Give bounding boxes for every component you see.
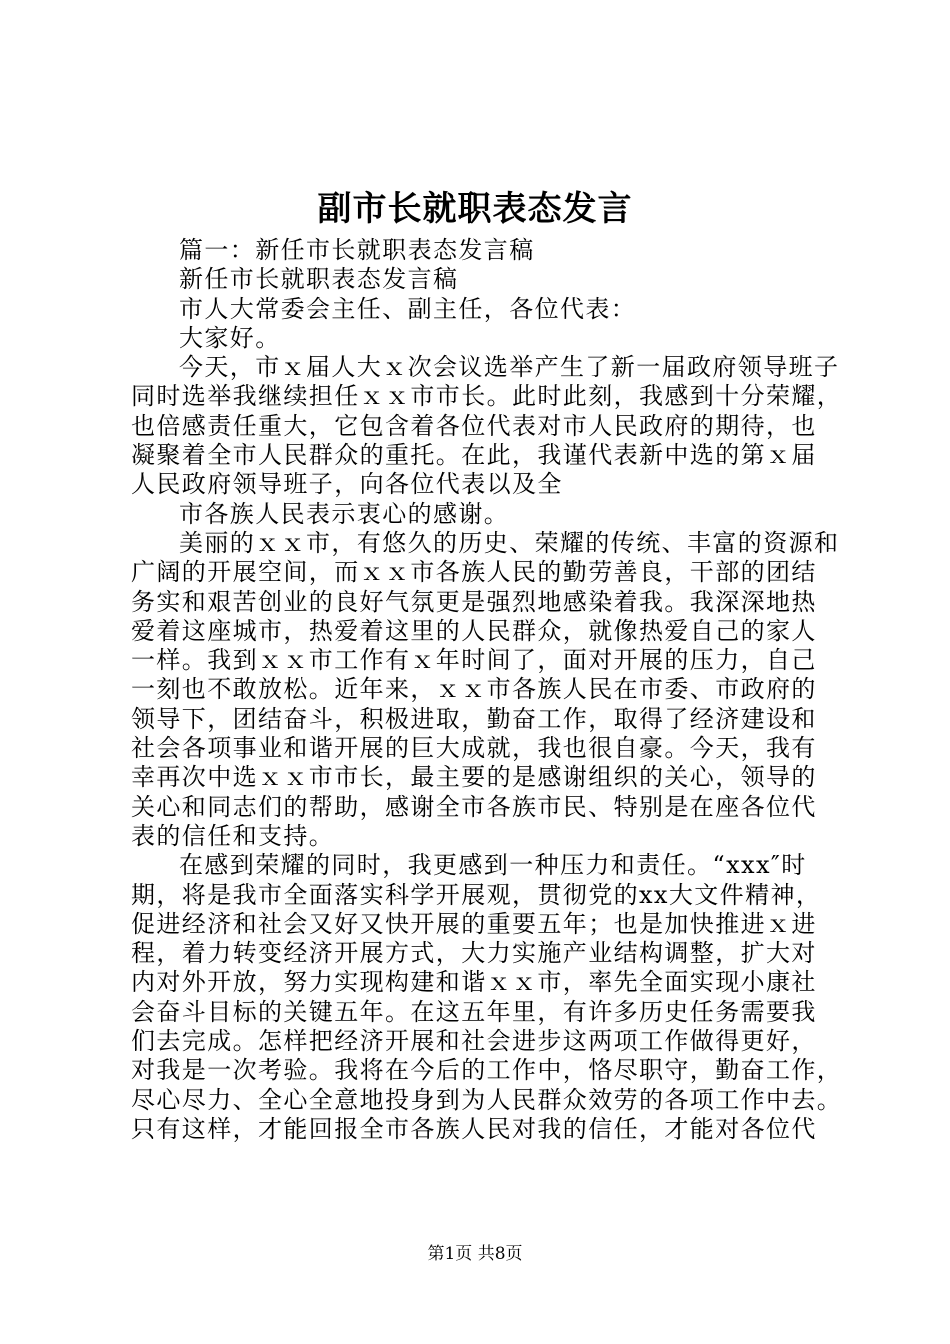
page-number-footer: 第1页 共8页 bbox=[427, 1244, 523, 1264]
text-line: 会奋斗目标的关键五年。在这五年里，有许多历史任务需要我 bbox=[131, 997, 817, 1026]
text-line: 美丽的ｘｘ市，有悠久的历史、荣耀的传统、丰富的资源和 bbox=[179, 528, 840, 557]
text-line: 一刻也不敢放松。近年来，ｘｘ市各族人民在市委、市政府的 bbox=[131, 675, 817, 704]
document-body bbox=[131, 236, 841, 1144]
text-line: 程，着力转变经济开展方式，大力实施产业结构调整，扩大对 bbox=[131, 939, 817, 968]
text-line: 一样。我到ｘｘ市工作有ｘ年时间了，面对开展的压力，自己 bbox=[131, 646, 817, 675]
text-line: 大家好。 bbox=[179, 323, 281, 352]
text-line: 领导下，团结奋斗，积极进取，勤奋工作，取得了经济建设和 bbox=[131, 704, 817, 733]
text-line: 关心和同志们的帮助，感谢全市各族市民、特别是在座各位代 bbox=[131, 792, 817, 821]
text-line: 内对外开放，努力实现构建和谐ｘｘ市，率先全面实现小康社 bbox=[131, 968, 817, 997]
text-line: 只有这样，才能回报全市各族人民对我的信任，才能对各位代 bbox=[131, 1114, 817, 1143]
text-line: 凝聚着全市人民群众的重托。在此，我谨代表新中选的第ｘ届 bbox=[131, 441, 817, 470]
text-line: 社会各项事业和谐开展的巨大成就，我也很自豪。今天，我有 bbox=[131, 734, 817, 763]
text-line: 市人大常委会主任、副主任，各位代表： bbox=[179, 294, 637, 323]
text-line: 广阔的开展空间，而ｘｘ市各族人民的勤劳善良，干部的团结 bbox=[131, 558, 817, 587]
text-line: 对我是一次考验。我将在今后的工作中，恪尽职守，勤奋工作， bbox=[131, 1056, 843, 1085]
text-line: 务实和艰苦创业的良好气氛更是强烈地感染着我。我深深地热 bbox=[131, 587, 817, 616]
text-line: 期，将是我市全面落实科学开展观，贯彻党的xx大文件精神， bbox=[131, 880, 822, 909]
text-line: 人民政府领导班子，向各位代表以及全 bbox=[131, 470, 563, 499]
text-line: 们去完成。怎样把经济开展和社会进步这两项工作做得更好， bbox=[131, 1027, 817, 1056]
document-title: 副市长就职表态发言 bbox=[317, 189, 633, 229]
text-line: 新任市长就职表态发言稿 bbox=[179, 265, 459, 294]
text-line: 尽心尽力、全心全意地投身到为人民群众效劳的各项工作中去。 bbox=[131, 1085, 843, 1114]
text-line: 也倍感责任重大，它包含着各位代表对市人民政府的期待，也 bbox=[131, 411, 817, 440]
text-line: 幸再次中选ｘｘ市市长，最主要的是感谢组织的关心，领导的 bbox=[131, 763, 817, 792]
text-line: 表的信任和支持。 bbox=[131, 821, 335, 850]
text-line: 爱着这座城市，热爱着这里的人民群众，就像热爱自己的家人 bbox=[131, 616, 817, 645]
text-line: 今天，市ｘ届人大ｘ次会议选举产生了新一届政府领导班子 bbox=[179, 353, 840, 382]
text-line: 同时选举我继续担任ｘｘ市市长。此时此刻，我感到十分荣耀， bbox=[131, 382, 843, 411]
text-line: 市各族人民表示衷心的感谢。 bbox=[179, 499, 510, 528]
text-line: 在感到荣耀的同时，我更感到一种压力和责任。“xxx″时 bbox=[179, 851, 807, 880]
text-line: 促进经济和社会又好又快开展的重要五年；也是加快推进ｘ进 bbox=[131, 909, 817, 938]
text-line: 篇一：新任市长就职表态发言稿 bbox=[179, 236, 535, 264]
